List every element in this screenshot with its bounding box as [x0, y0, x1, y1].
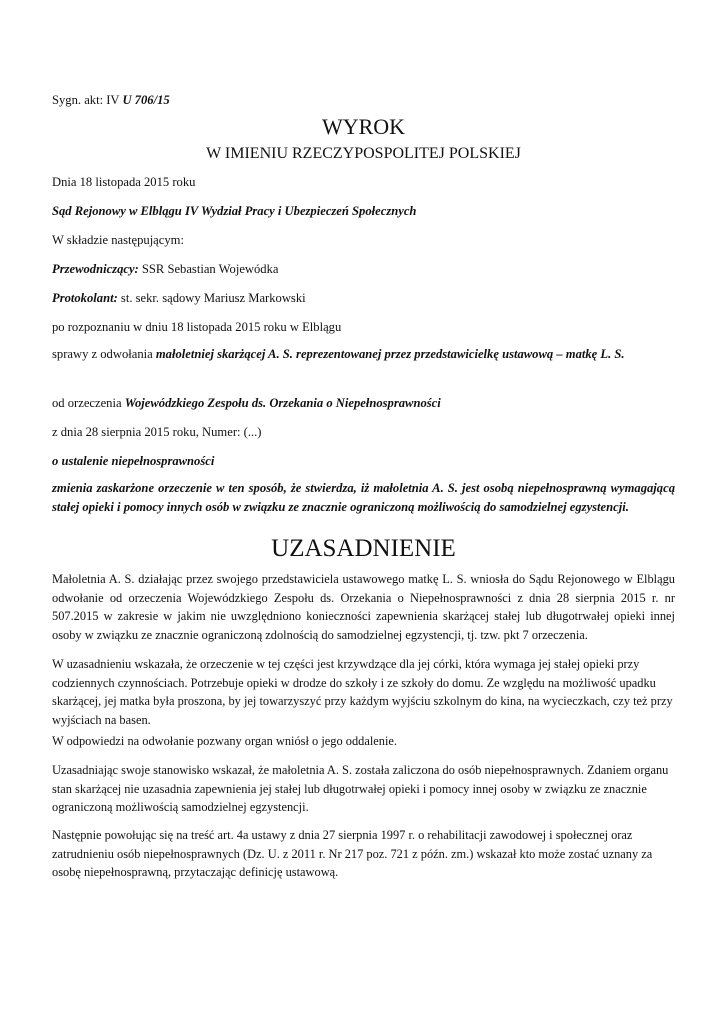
justification-paragraph-2: W uzasadnieniu wskazała, że orzeczenie w tej części jest krzywdzące dla jej córki, która wymaga jej stałej opieki przy codziennych czynnościach. Potrzebuje opieki w drodze do szkoły i ze szkoły do domu. Ze względu na możliwość upadku skarżącej, jej matka była proszona, by jej towarzyszyć przy każdym wyjściu szkolnym do kina, na wycieczkach, czy też przy wyjściach na basen.	[52, 657, 673, 727]
chair-label: Przewodniczący:	[52, 262, 139, 276]
clerk-line	[52, 290, 306, 306]
justification-paragraph-1: Małoletnia A. S. działając przez swojego przedstawiciela ustawowego matkę L. S. wniosła do Sądu Rejonowego w Elblągu odwołanie od orzeczenia Wojewódzkiego Zespołu ds. Orzekania o Niepełnosprawności z dnia 28 sierpnia 2015 r. nr 507.2015 w zakresie w jakim nie uwzględniono konieczności zapewnienia skarżącej stałej lub długotrwałej opieki innej osoby w związku ze znacznie ograniczoną zdolnością do samodzielnej egzystencji, tj. tzw. pkt 7 orzeczenia.	[52, 572, 675, 642]
justification-paragraph-4: Uzasadniając swoje stanowisko wskazał, że małoletnia A. S. została zaliczona do osób niepełnosprawnych. Zdaniem organu stan skarżącej nie uzasadnia zapewnienia jej stałej lub długotrwałej opieki i pomocy innej osoby w związku ze znacznie ograniczoną możliwością samodzielnej egzystencji.	[52, 763, 669, 815]
case-signature-prefix: Sygn. akt: IV	[52, 93, 123, 107]
clerk-value: st. sekr. sądowy Mariusz Markowski	[117, 291, 306, 305]
case-prefix: sprawy z odwołania	[52, 347, 156, 361]
case-party: małoletniej skarżącej A. S. reprezentowanej przez przedstawicielkę ustawową – matkę L. S.	[155, 347, 625, 361]
case-line	[52, 345, 675, 365]
decision-from-body: Wojewódzkiego Zespołu ds. Orzekania o Niepełnosprawności	[124, 396, 441, 410]
document-title: WYROK	[321, 114, 406, 139]
case-subject: o ustalenie niepełnosprawności	[52, 454, 215, 468]
case-signature-number: U 706/15	[122, 93, 170, 107]
document-subtitle: W IMIENIU RZECZYPOSPOLITEJ POLSKIEJ	[206, 145, 521, 162]
court-name: Sąd Rejonowy w Elblągu IV Wydział Pracy i Ubezpieczeń Społecznych	[52, 204, 417, 218]
hearing-line: po rozpoznaniu w dniu 18 listopada 2015 roku w Elblągu	[52, 320, 342, 334]
justification-title: UZASADNIENIE	[271, 535, 456, 562]
decision-date-line: z dnia 28 sierpnia 2015 roku, Numer: (...)	[52, 425, 262, 439]
verdict-text: zmienia zaskarżone orzeczenie w ten sposób, że stwierdza, iż małoletnia A. S. jest osobą niepełnosprawną wymagającą stałej opieki i pomocy innych osób w związku ze znacznie ograniczoną możliwością do samodzielnej egzystencji.	[52, 481, 675, 514]
judgment-date: Dnia 18 listopada 2015 roku	[52, 175, 196, 189]
case-signature	[52, 92, 170, 108]
chair-line	[52, 261, 278, 277]
justification-paragraph-5: Następnie powołując się na treść art. 4a ustawy z dnia 27 sierpnia 1997 r. o rehabilitacji zawodowej i społecznej oraz zatrudnieniu osób niepełnosprawnych (Dz. U. z 2011 r. Nr 217 poz. 721 z późn. zm.) wskazał kto może zostać uznany za osobę niepełnosprawną, przytaczając definicję ustawową.	[52, 828, 653, 880]
composition-intro: W składzie następującym:	[52, 233, 184, 247]
decision-from-line	[52, 395, 441, 411]
chair-value: SSR Sebastian Wojewódka	[138, 262, 279, 276]
clerk-label: Protokolant:	[52, 291, 118, 305]
decision-from-prefix: od orzeczenia	[52, 396, 125, 410]
justification-paragraph-3: W odpowiedzi na odwołanie pozwany organ wniósł o jego oddalenie.	[52, 734, 398, 748]
